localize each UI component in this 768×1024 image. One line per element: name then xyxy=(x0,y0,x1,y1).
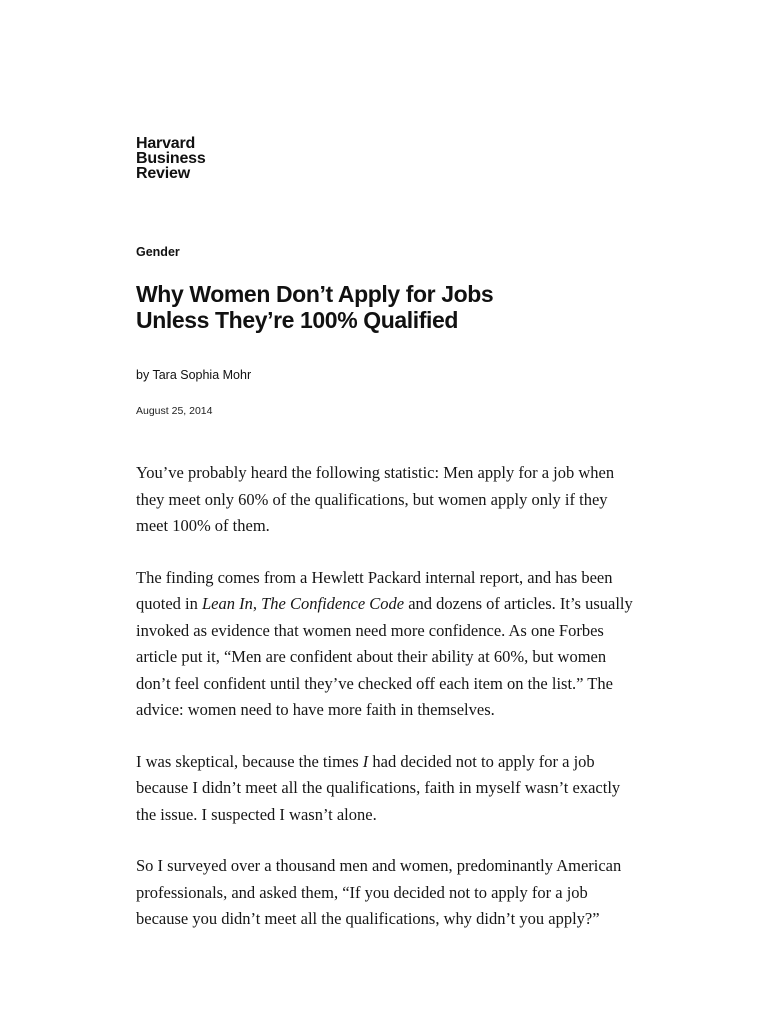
logo-line-1: Harvard xyxy=(136,135,196,152)
paragraph-3-text-b: had decided not to apply for a job because I didn’t meet all the qualifications, faith in myself wasn’t exactly the issue. I suspected I wasn’t alone. xyxy=(136,751,621,824)
paragraph-2-text-b: , xyxy=(252,594,262,613)
paragraph-3 xyxy=(136,749,636,829)
book-title-lean-in: Lean In xyxy=(202,594,253,613)
paragraph-2 xyxy=(136,565,636,724)
paragraph-2-text-a: The finding comes from a Hewlett Packard internal report, and has been quoted in xyxy=(136,567,613,613)
emphasis-i: I xyxy=(362,751,369,771)
author-byline[interactable]: by Tara Sophia Mohr xyxy=(136,368,252,382)
publish-date: August 25, 2014 xyxy=(136,405,213,417)
article-body xyxy=(136,460,636,958)
paragraph-3-text-a: I was skeptical, because the times xyxy=(136,751,363,771)
section-label[interactable]: Gender xyxy=(136,245,180,259)
book-title-confidence-code: The Confidence Code xyxy=(261,594,405,613)
paragraph-2-text-c: and dozens of articles. It’s usually invoked as evidence that women need more confidence. As one Forbes article put it, “Men are confident about their ability at 60%, but women don’t feel confident until they’ve checked off each item on the list.” The advice: women need to have more faith in themselves. xyxy=(136,594,633,719)
paragraph-4: So I surveyed over a thousand men and women, predominantly American professionals, and asked them, “If you decided not to apply for a job because you didn’t meet all the qualifications, why didn’t you apply?” xyxy=(136,856,622,928)
logo-line-3: Review xyxy=(136,165,190,182)
paragraph-1: You’ve probably heard the following statistic: Men apply for a job when they meet only 60% of the qualifications, but women apply only if they meet 100% of them. xyxy=(136,463,615,535)
article-title: Why Women Don’t Apply for Jobs Unless They’re 100% Qualified xyxy=(136,281,494,333)
logo-line-2: Business xyxy=(136,150,206,167)
hbr-logo[interactable] xyxy=(136,136,206,181)
